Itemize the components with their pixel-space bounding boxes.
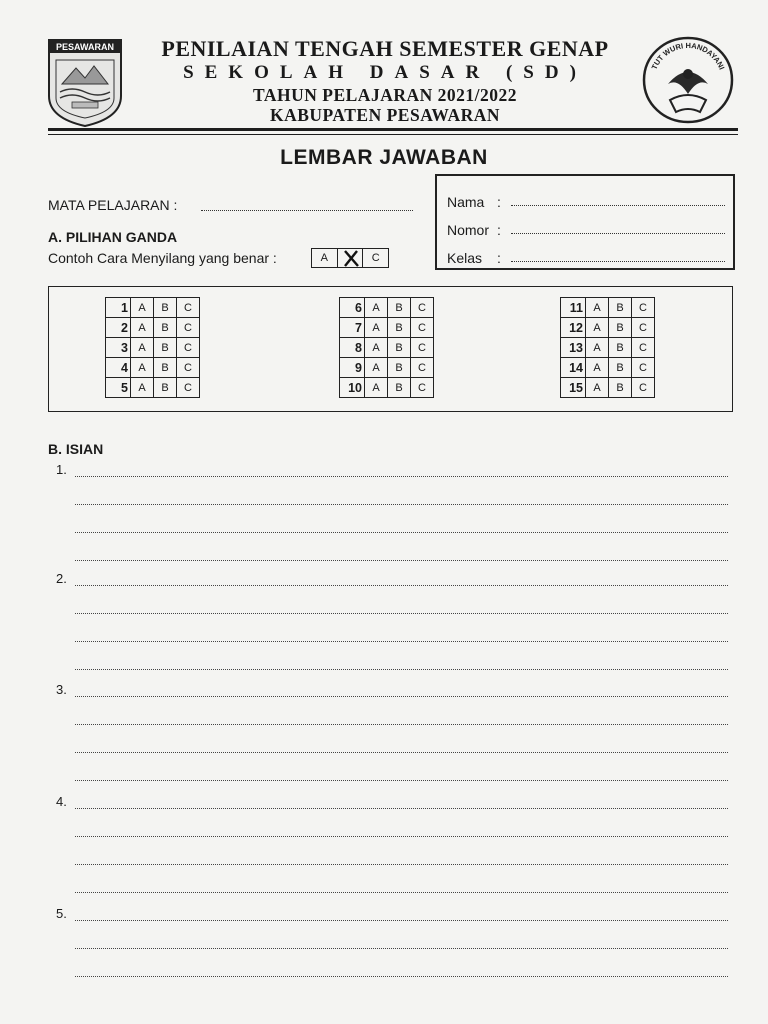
- question-number: 13: [561, 338, 586, 358]
- option-b-cell[interactable]: B: [388, 338, 411, 358]
- answer-line[interactable]: [75, 560, 728, 561]
- cross-mark-icon: [342, 250, 360, 267]
- option-c-cell[interactable]: C: [177, 318, 200, 338]
- answer-row: [106, 378, 200, 398]
- option-b-cell[interactable]: B: [154, 298, 177, 318]
- answer-row: [561, 358, 655, 378]
- nama-field[interactable]: [511, 205, 725, 206]
- header-rule-thick: [48, 128, 738, 131]
- answer-line[interactable]: [75, 641, 728, 642]
- option-a-cell[interactable]: A: [586, 318, 609, 338]
- question-number: 14: [561, 358, 586, 378]
- nama-label: Nama: [447, 194, 485, 210]
- question-number: 7: [340, 318, 365, 338]
- section-a-title: A. PILIHAN GANDA: [48, 229, 178, 245]
- answer-row: [106, 318, 200, 338]
- option-c-cell[interactable]: C: [411, 318, 434, 338]
- example-option-a: A: [312, 249, 338, 267]
- example-option-b-crossed: [338, 249, 364, 267]
- option-a-cell[interactable]: A: [131, 338, 154, 358]
- header-line-2: SEKOLAH DASAR (SD): [183, 62, 587, 83]
- question-number: 11: [561, 298, 586, 318]
- kelas-colon: :: [497, 250, 501, 266]
- question-number: 1: [106, 298, 131, 318]
- kelas-field[interactable]: [511, 261, 725, 262]
- question-number: 6: [340, 298, 365, 318]
- answer-line[interactable]: [75, 504, 728, 505]
- answer-line[interactable]: [75, 836, 728, 837]
- option-a-cell[interactable]: A: [365, 318, 388, 338]
- tut-wuri-logo-text: TUT WURI HANDAYANI: [649, 40, 727, 71]
- answer-line[interactable]: [75, 532, 728, 533]
- header-line-4: KABUPATEN PESAWARAN: [269, 105, 501, 125]
- subject-label: MATA PELAJARAN :: [48, 197, 178, 213]
- essay-question-number: 4.: [56, 794, 67, 809]
- option-b-cell[interactable]: B: [388, 298, 411, 318]
- essay-question-number: 2.: [56, 571, 67, 586]
- nomor-field[interactable]: [511, 233, 725, 234]
- answer-row: [340, 358, 434, 378]
- example-label: Contoh Cara Menyilang yang benar :: [48, 250, 277, 266]
- option-a-cell[interactable]: A: [586, 358, 609, 378]
- essay-question-number: 1.: [56, 462, 67, 477]
- option-a-cell[interactable]: A: [586, 298, 609, 318]
- kelas-label: Kelas: [447, 250, 483, 266]
- answer-line[interactable]: [75, 752, 728, 753]
- answer-row: [561, 338, 655, 358]
- option-a-cell[interactable]: A: [586, 378, 609, 398]
- answer-row: [340, 378, 434, 398]
- example-option-c: C: [371, 252, 380, 264]
- option-c-cell[interactable]: C: [411, 358, 434, 378]
- nomor-colon: :: [497, 222, 501, 238]
- option-a-cell[interactable]: A: [365, 298, 388, 318]
- answer-line[interactable]: [75, 780, 728, 781]
- question-number: 12: [561, 318, 586, 338]
- option-c-cell[interactable]: C: [411, 378, 434, 398]
- option-c-cell[interactable]: C: [411, 298, 434, 318]
- option-c-cell[interactable]: C: [632, 358, 655, 378]
- answer-table-1: [105, 297, 200, 398]
- answer-line[interactable]: [75, 892, 728, 893]
- option-c-cell[interactable]: C: [177, 378, 200, 398]
- answer-line[interactable]: [75, 476, 728, 477]
- subject-field[interactable]: [201, 210, 413, 211]
- essay-question-number: 3.: [56, 682, 67, 697]
- option-b-cell[interactable]: B: [154, 318, 177, 338]
- nomor-label: Nomor: [447, 222, 490, 238]
- answer-line[interactable]: [75, 864, 728, 865]
- answer-line[interactable]: [75, 920, 728, 921]
- option-a-cell[interactable]: A: [365, 338, 388, 358]
- answer-row: [561, 378, 655, 398]
- header-line-3: TAHUN PELAJARAN 2021/2022: [253, 85, 517, 105]
- answer-row: [340, 318, 434, 338]
- answer-line[interactable]: [75, 948, 728, 949]
- question-number: 15: [561, 378, 586, 398]
- option-c-cell[interactable]: C: [177, 358, 200, 378]
- header-line-1: PENILAIAN TENGAH SEMESTER GENAP: [161, 36, 609, 61]
- option-b-cell[interactable]: B: [154, 378, 177, 398]
- answer-row: [561, 318, 655, 338]
- question-number: 8: [340, 338, 365, 358]
- pesawaran-logo: [46, 38, 124, 128]
- option-c-cell[interactable]: C: [632, 298, 655, 318]
- option-c-cell[interactable]: C: [632, 338, 655, 358]
- example-crossing: [311, 248, 389, 268]
- option-b-cell[interactable]: B: [154, 338, 177, 358]
- answer-line[interactable]: [75, 613, 728, 614]
- answer-row: [106, 358, 200, 378]
- option-a-cell[interactable]: A: [131, 318, 154, 338]
- option-a-cell[interactable]: A: [131, 378, 154, 398]
- option-b-cell[interactable]: B: [609, 338, 632, 358]
- option-b-cell[interactable]: B: [154, 358, 177, 378]
- option-b-cell[interactable]: B: [388, 378, 411, 398]
- option-b-cell[interactable]: B: [609, 358, 632, 378]
- answer-row: [561, 298, 655, 318]
- option-c-cell[interactable]: C: [411, 338, 434, 358]
- option-b-cell[interactable]: B: [609, 318, 632, 338]
- answer-line[interactable]: [75, 696, 728, 697]
- question-number: 9: [340, 358, 365, 378]
- answer-row: [106, 338, 200, 358]
- question-number: 5: [106, 378, 131, 398]
- option-a-cell[interactable]: A: [586, 338, 609, 358]
- pesawaran-logo-text: PESAWARAN: [55, 42, 115, 52]
- option-b-cell[interactable]: B: [388, 358, 411, 378]
- question-number: 3: [106, 338, 131, 358]
- option-b-cell[interactable]: B: [609, 298, 632, 318]
- option-c-cell[interactable]: C: [177, 338, 200, 358]
- answer-line[interactable]: [75, 585, 728, 586]
- option-b-cell[interactable]: B: [609, 378, 632, 398]
- option-a-cell[interactable]: A: [131, 358, 154, 378]
- question-number: 10: [340, 378, 365, 398]
- answer-table-3: [560, 297, 655, 398]
- answer-row: [340, 338, 434, 358]
- answer-line[interactable]: [75, 808, 728, 809]
- option-b-cell[interactable]: B: [388, 318, 411, 338]
- header-rule-thin: [48, 134, 738, 135]
- option-c-cell[interactable]: C: [632, 318, 655, 338]
- option-a-cell[interactable]: A: [131, 298, 154, 318]
- nama-colon: :: [497, 194, 501, 210]
- question-number: 4: [106, 358, 131, 378]
- option-a-cell[interactable]: A: [365, 378, 388, 398]
- answer-line[interactable]: [75, 724, 728, 725]
- answer-line[interactable]: [75, 976, 728, 977]
- section-b-title: B. ISIAN: [48, 441, 104, 457]
- answer-row: [106, 298, 200, 318]
- option-c-cell[interactable]: C: [177, 298, 200, 318]
- essay-question-number: 5.: [56, 906, 67, 921]
- answer-line[interactable]: [75, 669, 728, 670]
- option-a-cell[interactable]: A: [365, 358, 388, 378]
- question-number: 2: [106, 318, 131, 338]
- answer-row: [340, 298, 434, 318]
- tut-wuri-handayani-logo: [640, 34, 736, 126]
- answer-table-2: [339, 297, 434, 398]
- page-title: LEMBAR JAWABAN: [280, 146, 488, 169]
- option-c-cell[interactable]: C: [632, 378, 655, 398]
